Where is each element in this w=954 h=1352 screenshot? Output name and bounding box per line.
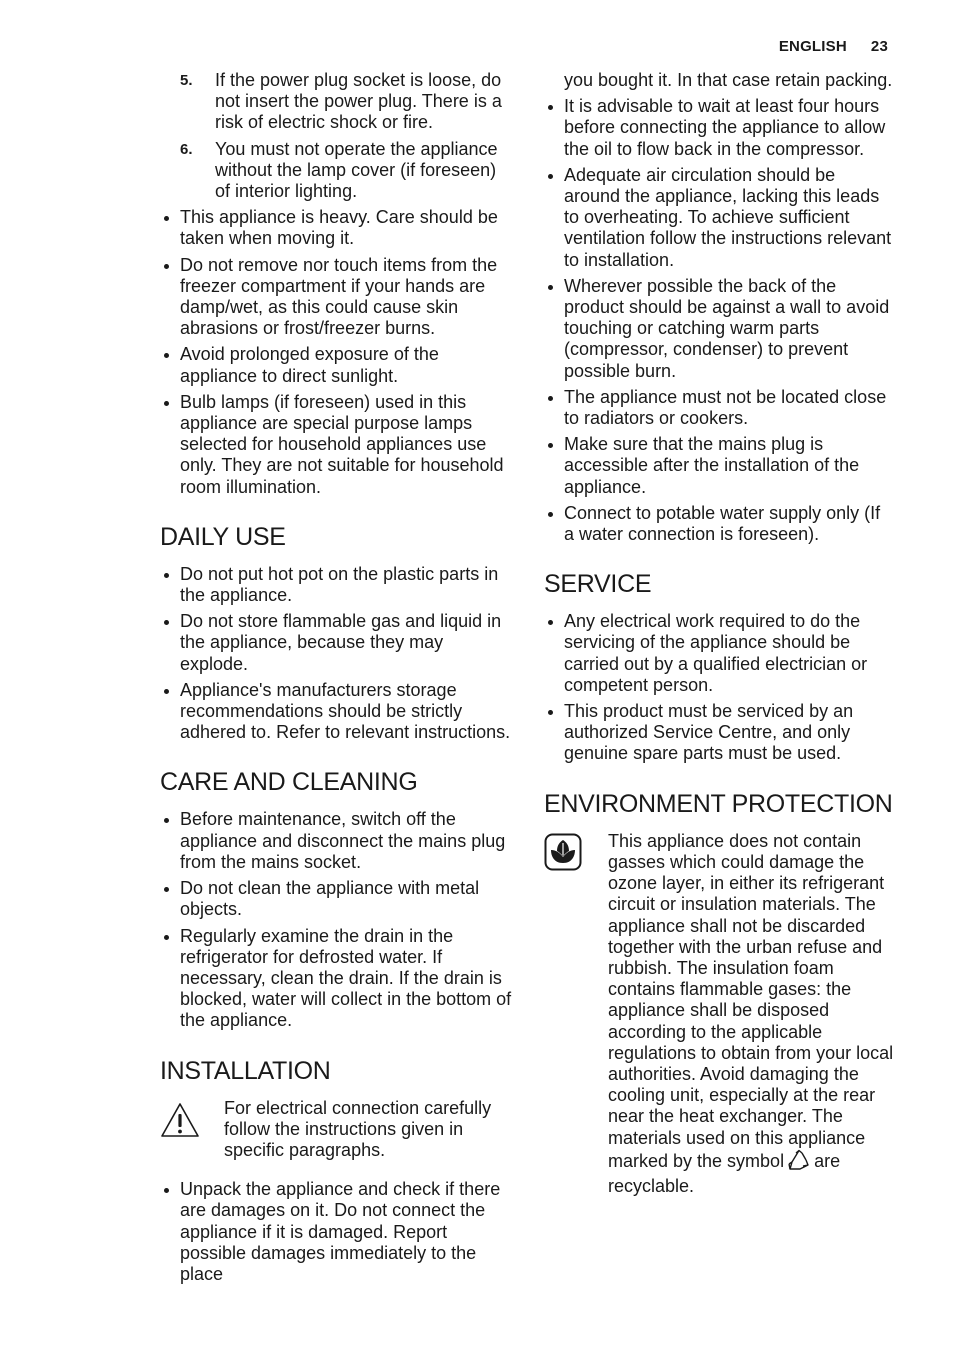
care-list bbox=[160, 809, 514, 1031]
language-label: ENGLISH bbox=[778, 38, 847, 55]
environment-text-end: are recyclable. bbox=[608, 1150, 841, 1196]
list-item: Regularly examine the drain in the refrigerator for defrosted water. If necessary, clean the drain. If the drain is blocked, water will collect in the bottom of the appliance. bbox=[160, 926, 514, 1032]
environment-text-body: This appliance does not contain gasses which could damage the ozone layer, in either its refrigerant circuit or insulation materials. The appliance shall not be discarded together with the urban refuse and rubbish. The insulation foam contains flammable gases: the appliance shall be disposed according to the applicable regulations to obtain from your local authorities. Avoid damaging the cooling unit, especially at the rear near the heat exchanger. The materials used on this appliance marked by the symbol bbox=[608, 830, 894, 1171]
item-number: 6. bbox=[180, 140, 193, 158]
list-item: Before maintenance, switch off the appliance and disconnect the mains plug from the mains socket. bbox=[160, 809, 514, 873]
list-item: The appliance must not be located close to radiators or cookers. bbox=[544, 387, 894, 429]
installation-list bbox=[160, 1179, 514, 1285]
list-item: Wherever possible the back of the product should be against a wall to avoid touching or catching warm parts (compressor, condenser) to prevent possible burn. bbox=[544, 276, 894, 382]
list-item: Adequate air circulation should be around the appliance, lacking this leads to overheating. To achieve sufficient ventilation follow the instructions relevant to installation. bbox=[544, 165, 894, 271]
list-item: It is advisable to wait at least four hours before connecting the appliance to allow the oil to flow back in the compressor. bbox=[544, 96, 894, 160]
numbered-item bbox=[180, 139, 514, 203]
page-number: 23 bbox=[870, 38, 888, 55]
recycle-icon bbox=[787, 1149, 811, 1176]
list-item: Appliance's manufacturers storage recommendations should be strictly adhered to. Refer to relevant instructions. bbox=[160, 680, 514, 744]
list-item: Unpack the appliance and check if there are damages on it. Do not connect the appliance if it is damaged. Report possible damages immediately to the place bbox=[160, 1179, 514, 1285]
list-item: Bulb lamps (if foreseen) used in this appliance are special purpose lamps selected for household appliances use only. They are not suitable for household room illumination. bbox=[160, 392, 514, 498]
installation-warning bbox=[160, 1098, 514, 1162]
numbered-list bbox=[180, 70, 514, 202]
list-item: Do not store flammable gas and liquid in the appliance, because they may explode. bbox=[160, 611, 514, 675]
section-title-installation: INSTALLATION bbox=[160, 1056, 331, 1085]
list-item: Do not put hot pot on the plastic parts in the appliance. bbox=[160, 564, 514, 606]
daily-use-list bbox=[160, 564, 514, 744]
service-list bbox=[544, 611, 894, 764]
environment-text bbox=[608, 831, 894, 1197]
section-title-service: SERVICE bbox=[544, 570, 652, 599]
item-text: You must not operate the appliance without the lamp cover (if foreseen) of interior lighting. bbox=[215, 138, 498, 202]
installation-list-continued bbox=[544, 96, 894, 545]
list-item: Any electrical work required to do the servicing of the appliance should be carried out by a qualified electrician or competent person. bbox=[544, 611, 894, 696]
left-column bbox=[160, 70, 514, 1290]
list-item: This appliance is heavy. Care should be taken when moving it. bbox=[160, 207, 514, 249]
item-number: 5. bbox=[180, 72, 193, 89]
safety-bullets bbox=[160, 207, 514, 498]
list-item: This product must be serviced by an authorized Service Centre, and only genuine spare parts must be used. bbox=[544, 701, 894, 765]
environment-note bbox=[544, 831, 894, 1197]
warning-triangle-icon bbox=[160, 1098, 224, 1162]
list-item: Do not remove nor touch items from the freezer compartment if your hands are damp/wet, as this could cause skin abrasions or frost/freezer burns. bbox=[160, 255, 514, 340]
section-title-care-and-cleaning: CARE AND CLEANING bbox=[160, 768, 418, 797]
list-item: Do not clean the appliance with metal objects. bbox=[160, 878, 514, 920]
list-item: Avoid prolonged exposure of the appliance to direct sunlight. bbox=[160, 344, 514, 386]
right-column bbox=[544, 70, 894, 1197]
section-title-environment-protection: ENVIRONMENT PROTECTION bbox=[544, 789, 893, 818]
section-title-daily-use: DAILY USE bbox=[160, 522, 286, 551]
warning-text: For electrical connection carefully follow the instructions given in specific paragraphs. bbox=[224, 1097, 492, 1160]
continued-text: you bought it. In that case retain packing. bbox=[564, 70, 893, 90]
numbered-item bbox=[180, 70, 514, 134]
page-header bbox=[779, 38, 888, 55]
environment-leaf-icon bbox=[544, 831, 608, 1197]
list-item: Connect to potable water supply only (If a water connection is foreseen). bbox=[544, 503, 894, 545]
list-item: Make sure that the mains plug is accessible after the installation of the appliance. bbox=[544, 434, 894, 498]
item-text: If the power plug socket is loose, do not insert the power plug. There is a risk of electric shock or fire. bbox=[215, 70, 502, 133]
